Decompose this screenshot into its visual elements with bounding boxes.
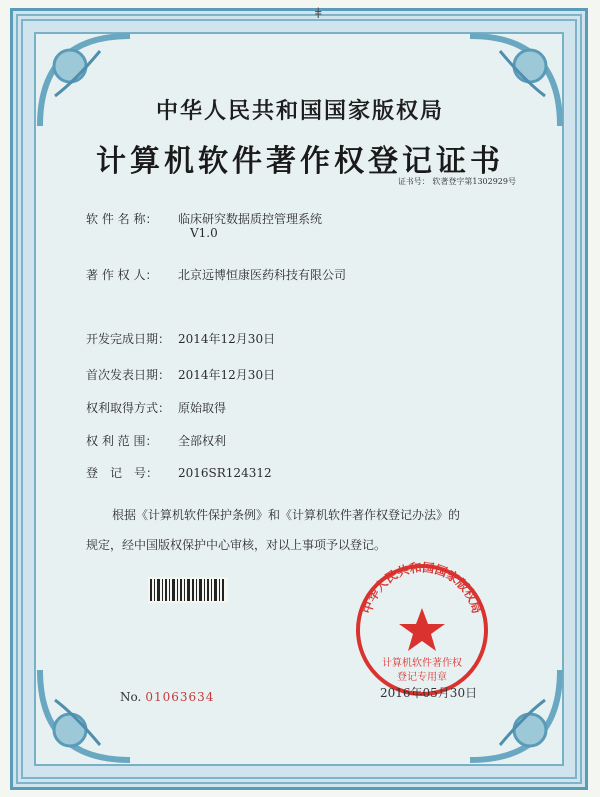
certificate-number: [398, 176, 516, 187]
software-name-label: 软 件 名 称：: [86, 212, 158, 226]
issue-date: 2016年05月30日: [380, 686, 478, 700]
reg-no-value: 2016SR124312: [178, 466, 272, 480]
rights-method-row: [86, 399, 226, 416]
publish-date-row: [86, 366, 275, 383]
statement: [86, 500, 526, 560]
dev-date-value: 2014年12月30日: [178, 332, 276, 346]
software-version: V1.0: [190, 226, 218, 240]
software-name-row: [86, 210, 322, 227]
seal-line-2: 登记专用章: [397, 672, 447, 683]
reg-no-row: [86, 464, 272, 481]
statement-line-1: 根据《计算机软件保护条例》和《计算机软件著作权登记办法》的: [112, 508, 461, 522]
corner-ornament-icon: [30, 660, 140, 770]
publish-date-label: 首次发表日期：: [86, 368, 171, 382]
rights-method-value: 原始取得: [178, 401, 227, 415]
publish-date-value: 2014年12月30日: [178, 368, 276, 382]
barcode-icon: [148, 577, 228, 603]
dev-date-label: 开发完成日期：: [86, 332, 171, 346]
certificate-number-label: 证书号：: [397, 177, 430, 186]
dev-date-row: [86, 330, 275, 347]
reg-no-label: 登 记 号：: [86, 466, 159, 480]
handwritten-mark: ǂ: [315, 6, 322, 22]
serial-number: [120, 690, 214, 704]
rights-scope-value: 全部权利: [178, 434, 227, 448]
certificate-title: 计算机软件著作权登记证书: [96, 144, 504, 179]
seal-top-text: 中华人民共和国国家版权局: [359, 560, 485, 616]
owner-label: 著 作 权 人：: [86, 268, 158, 282]
serial-label: No.: [120, 690, 142, 704]
rights-scope-row: [86, 432, 226, 449]
statement-line-2: 规定，经中国版权保护中心审核，对以上事项予以登记。: [86, 538, 387, 552]
certificate-number-value: 软著登字第1302929号: [432, 177, 516, 186]
seal-star-icon: [399, 608, 445, 651]
issuer-title: 中华人民共和国国家版权局: [155, 98, 444, 124]
rights-method-label: 权利取得方式：: [86, 401, 171, 415]
owner-row: [86, 266, 346, 283]
software-name-value: 临床研究数据质控管理系统: [178, 212, 323, 226]
seal-line-1: 计算机软件著作权: [382, 658, 462, 669]
official-seal: [352, 560, 492, 700]
serial-value: 01063634: [145, 690, 215, 704]
svg-text:中华人民共和国国家版权局: [359, 560, 484, 615]
owner-value: 北京远博恒康医药科技有限公司: [178, 268, 347, 282]
rights-scope-label: 权 利 范 围：: [86, 434, 158, 448]
